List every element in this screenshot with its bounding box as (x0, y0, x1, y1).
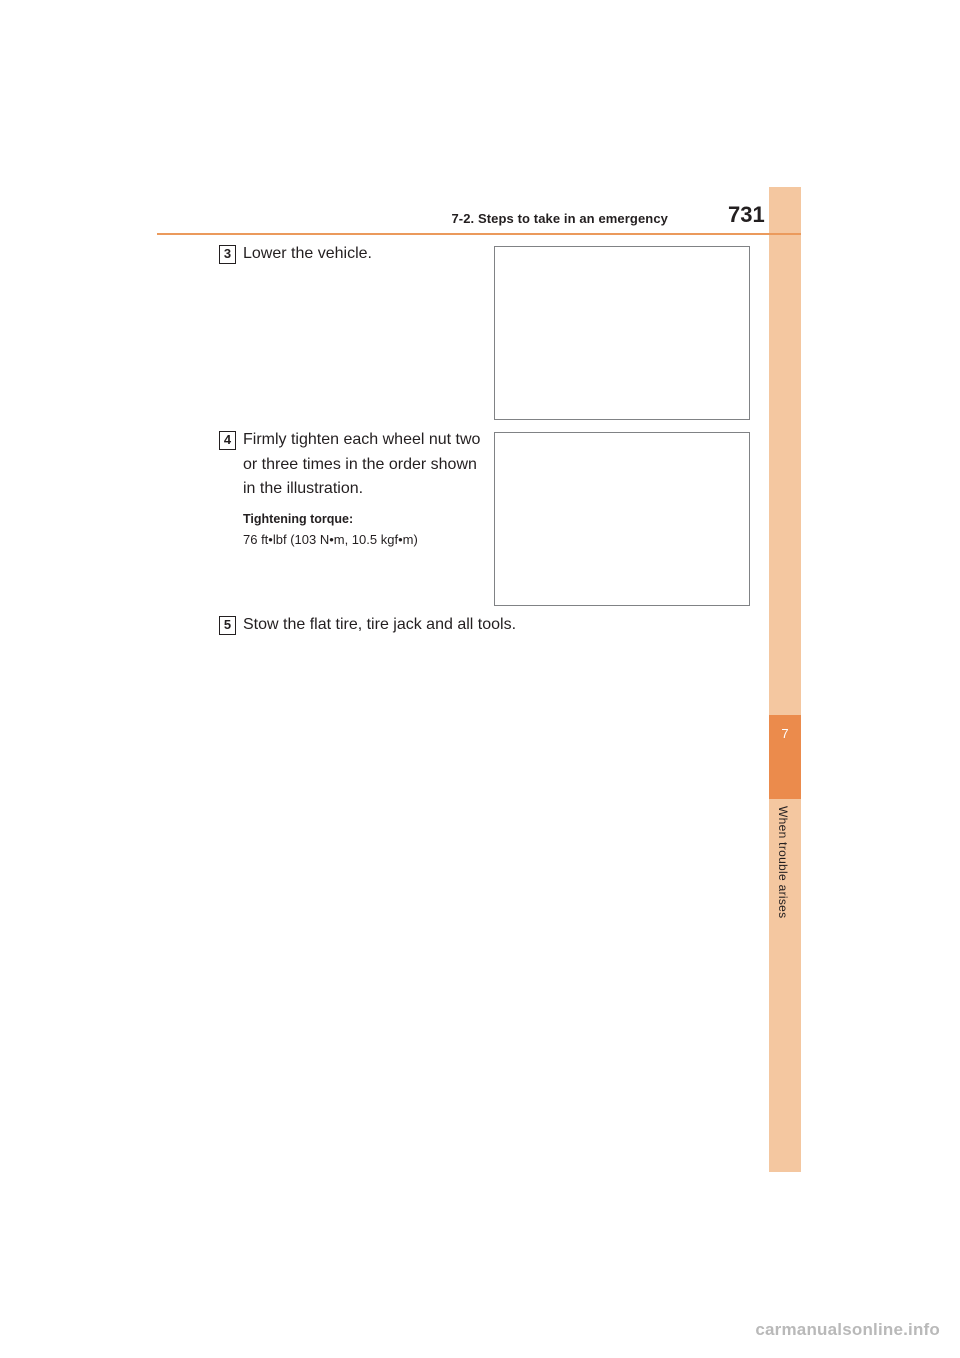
lower-vehicle-illustration (494, 246, 750, 420)
footer-watermark[interactable]: carmanualsonline.info (755, 1320, 940, 1339)
step-3-badge: 3 (219, 245, 236, 264)
torque-label: Tightening torque: (243, 512, 354, 526)
step-5-text: Stow the flat tire, tire jack and all tools. (243, 616, 517, 633)
step-3-text: Lower the vehicle. (243, 245, 372, 262)
header-divider (157, 233, 801, 235)
nut-tightening-order-illustration (494, 432, 750, 606)
chapter-title: When trouble arises (776, 806, 790, 919)
page-number: 731 (728, 202, 765, 227)
step-4-badge: 4 (219, 431, 236, 450)
step-5-badge: 5 (219, 616, 236, 635)
section-title: 7-2. Steps to take in an emergency (451, 211, 668, 226)
chapter-number: 7 (781, 726, 789, 741)
torque-value: 76 ft•lbf (103 N•m, 10.5 kgf•m) (243, 532, 418, 547)
step-4-text: Firmly tighten each wheel nut two or three times in the order shown in the illustration. (243, 431, 481, 497)
chapter-side-tab (769, 187, 801, 1172)
